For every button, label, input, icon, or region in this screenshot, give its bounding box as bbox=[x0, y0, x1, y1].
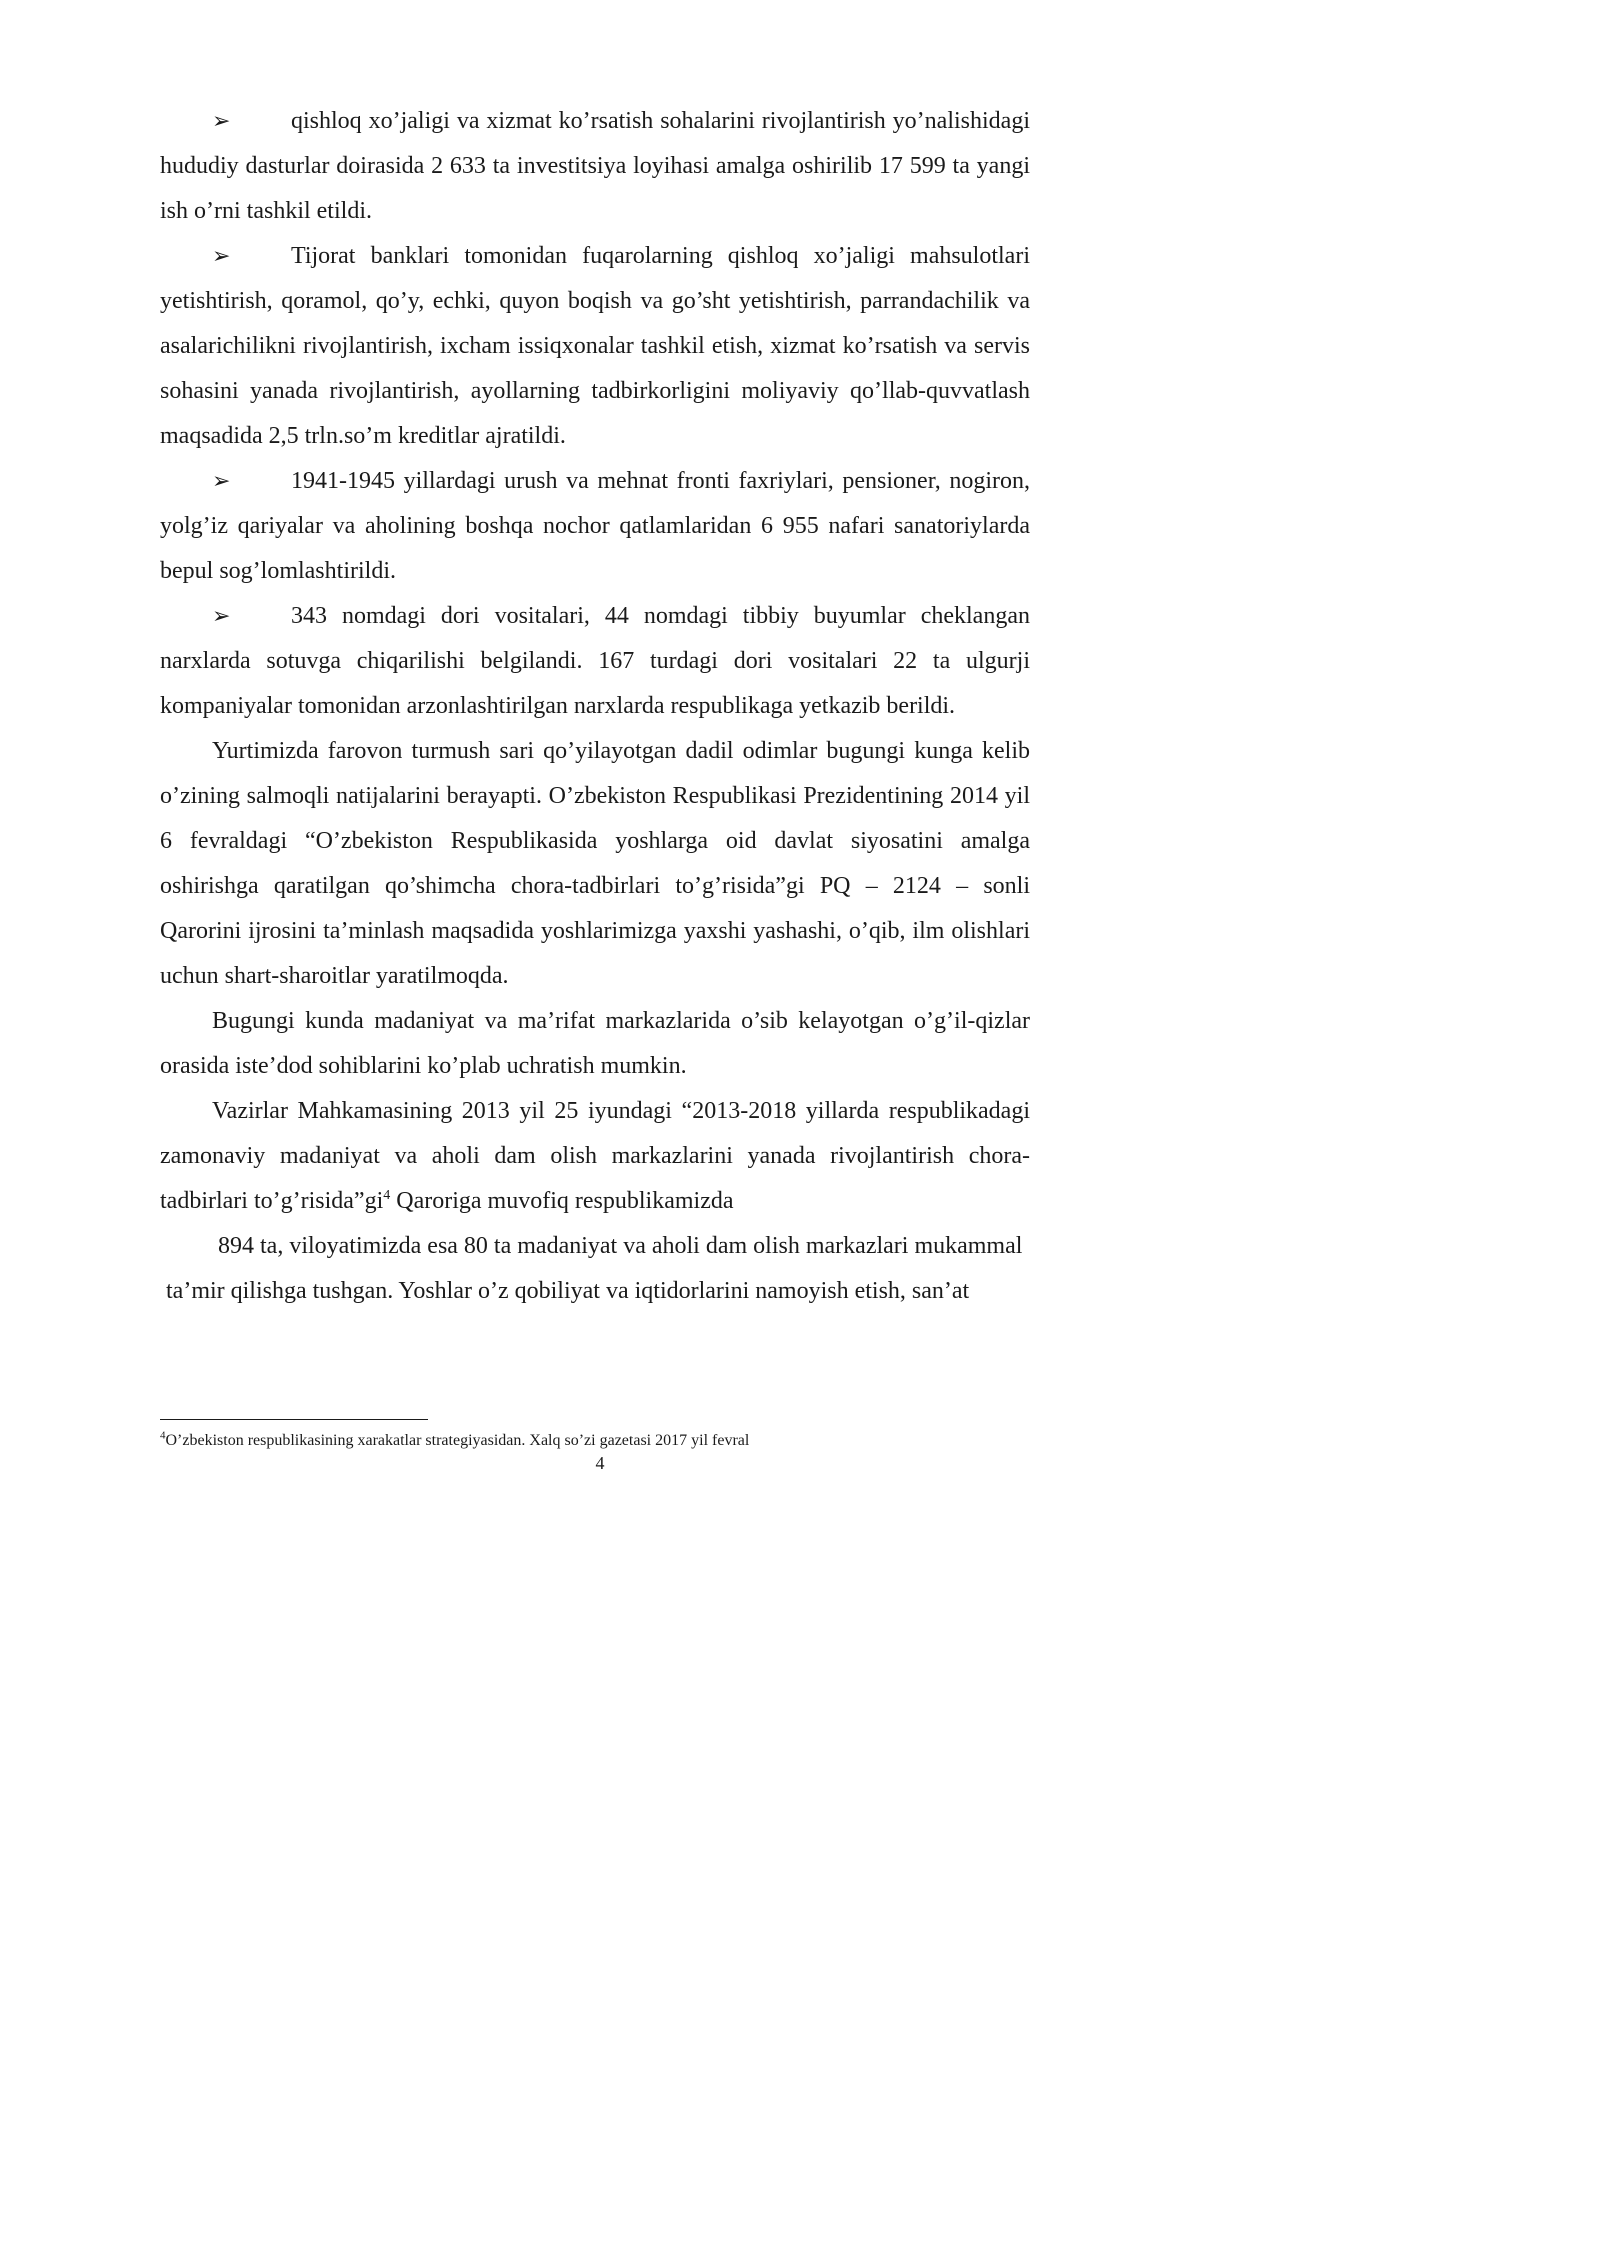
bullet-item bbox=[160, 99, 1030, 234]
paragraph-text: Qaroriga muvofiq respublikamizda bbox=[390, 1188, 734, 1214]
paragraph-text: Vazirlar Mahkamasining 2013 yil 25 iyundagi “2013-2018 yillarda respublikadagi zamonaviy madaniyat va aholi dam olish markazlarini yanada rivojlantirish chora-tadbirlari to’g’risida”gi bbox=[160, 1098, 1030, 1214]
arrow-bullet-icon: ➢ bbox=[212, 244, 231, 269]
arrow-bullet-icon: ➢ bbox=[212, 109, 231, 134]
arrow-bullet-icon: ➢ bbox=[212, 469, 231, 494]
bullet-text: 343 nomdagi dori vositalari, 44 nomdagi tibbiy buyumlar cheklangan narxlarda sotuvga chiqarilishi belgilandi. 167 turdagi dori vositalari 22 ta ulgurji kompaniyalar tomonidan arzonlashtirilgan narxlarda respublikaga yetkazib berildi. bbox=[160, 603, 1030, 719]
footnote-separator bbox=[160, 1419, 428, 1420]
body-text bbox=[160, 99, 1030, 1314]
footnote-text: O’zbekiston respublikasining xarakatlar strategiyasidan. Xalq so’zi gazetasi 2017 yil fevral bbox=[165, 1432, 750, 1449]
paragraph: Bugungi kunda madaniyat va ma’rifat markazlarida o’sib kelayotgan o’g’il-qizlar orasida iste’dod sohiblarini ko’plab uchratish mumkin. bbox=[160, 1008, 1030, 1079]
arrow-bullet-icon: ➢ bbox=[212, 604, 231, 629]
footnote bbox=[160, 1430, 1060, 1452]
document-page bbox=[0, 0, 1111, 1571]
bullet-item bbox=[160, 234, 1030, 459]
footnote-reference[interactable]: 4 bbox=[383, 1188, 391, 1203]
bullet-item bbox=[160, 459, 1030, 594]
bullet-text: qishloq xo’jaligi va xizmat ko’rsatish sohalarini rivojlantirish yo’nalishidagi hududiy dasturlar doirasida 2 633 ta investitsiya loyihasi amalga oshirilib 17 599 ta yangi ish o’rni tashkil etildi. bbox=[160, 108, 1030, 224]
footnote-number: 4 bbox=[160, 1429, 166, 1442]
paragraph: Yurtimizda farovon turmush sari qo’yilayotgan dadil odimlar bugungi kunga kelib o’zining salmoqli natijalarini berayapti. O’zbekiston Respublikasi Prezidentining 2014 yil 6 fevraldagi “O’zbekiston Respublikasida yoshlarga oid davlat siyosatini amalga oshirishga qaratilgan qo’shimcha chora-tadbirlari to’g’risida”gi PQ – 2124 – sonli Qarorini ijrosini ta’minlash maqsadida yoshlarimizga yaxshi yashashi, o’qib, ilm olishlari uchun shart-sharoitlar yaratilmoqda. bbox=[160, 738, 1030, 989]
paragraph bbox=[160, 1089, 1030, 1314]
paragraph-continuation: 894 ta, viloyatimizda esa 80 ta madaniyat va aholi dam olish markazlari mukammal ta’mir qilishga tushgan. Yoshlar o’z qobiliyat va iqtidorlarini namoyish etish, san’at bbox=[166, 1233, 1023, 1304]
bullet-text: Tijorat banklari tomonidan fuqarolarning qishloq xo’jaligi mahsulotlari yetishtirish, qoramol, qo’y, echki, quyon boqish va go’sht yetishtirish, parrandachilik va asalarichilikni rivojlantirish, ixcham issiqxonalar tashkil etish, xizmat ko’rsatish va servis sohasini yanada rivojlantirish, ayollarning tadbirkorligini moliyaviy qo’llab-quvvatlash maqsadida 2,5 trln.so’m kreditlar ajratildi. bbox=[160, 243, 1030, 449]
bullet-text: 1941-1945 yillardagi urush va mehnat fronti faxriylari, pensioner, nogiron, yolg’iz qariyalar va aholining boshqa nochor qatlamlaridan 6 955 nafari sanatoriylarda bepul sog’lomlashtirildi. bbox=[160, 468, 1030, 584]
page-number: 4 bbox=[595, 1453, 605, 1473]
bullet-item bbox=[160, 594, 1030, 729]
